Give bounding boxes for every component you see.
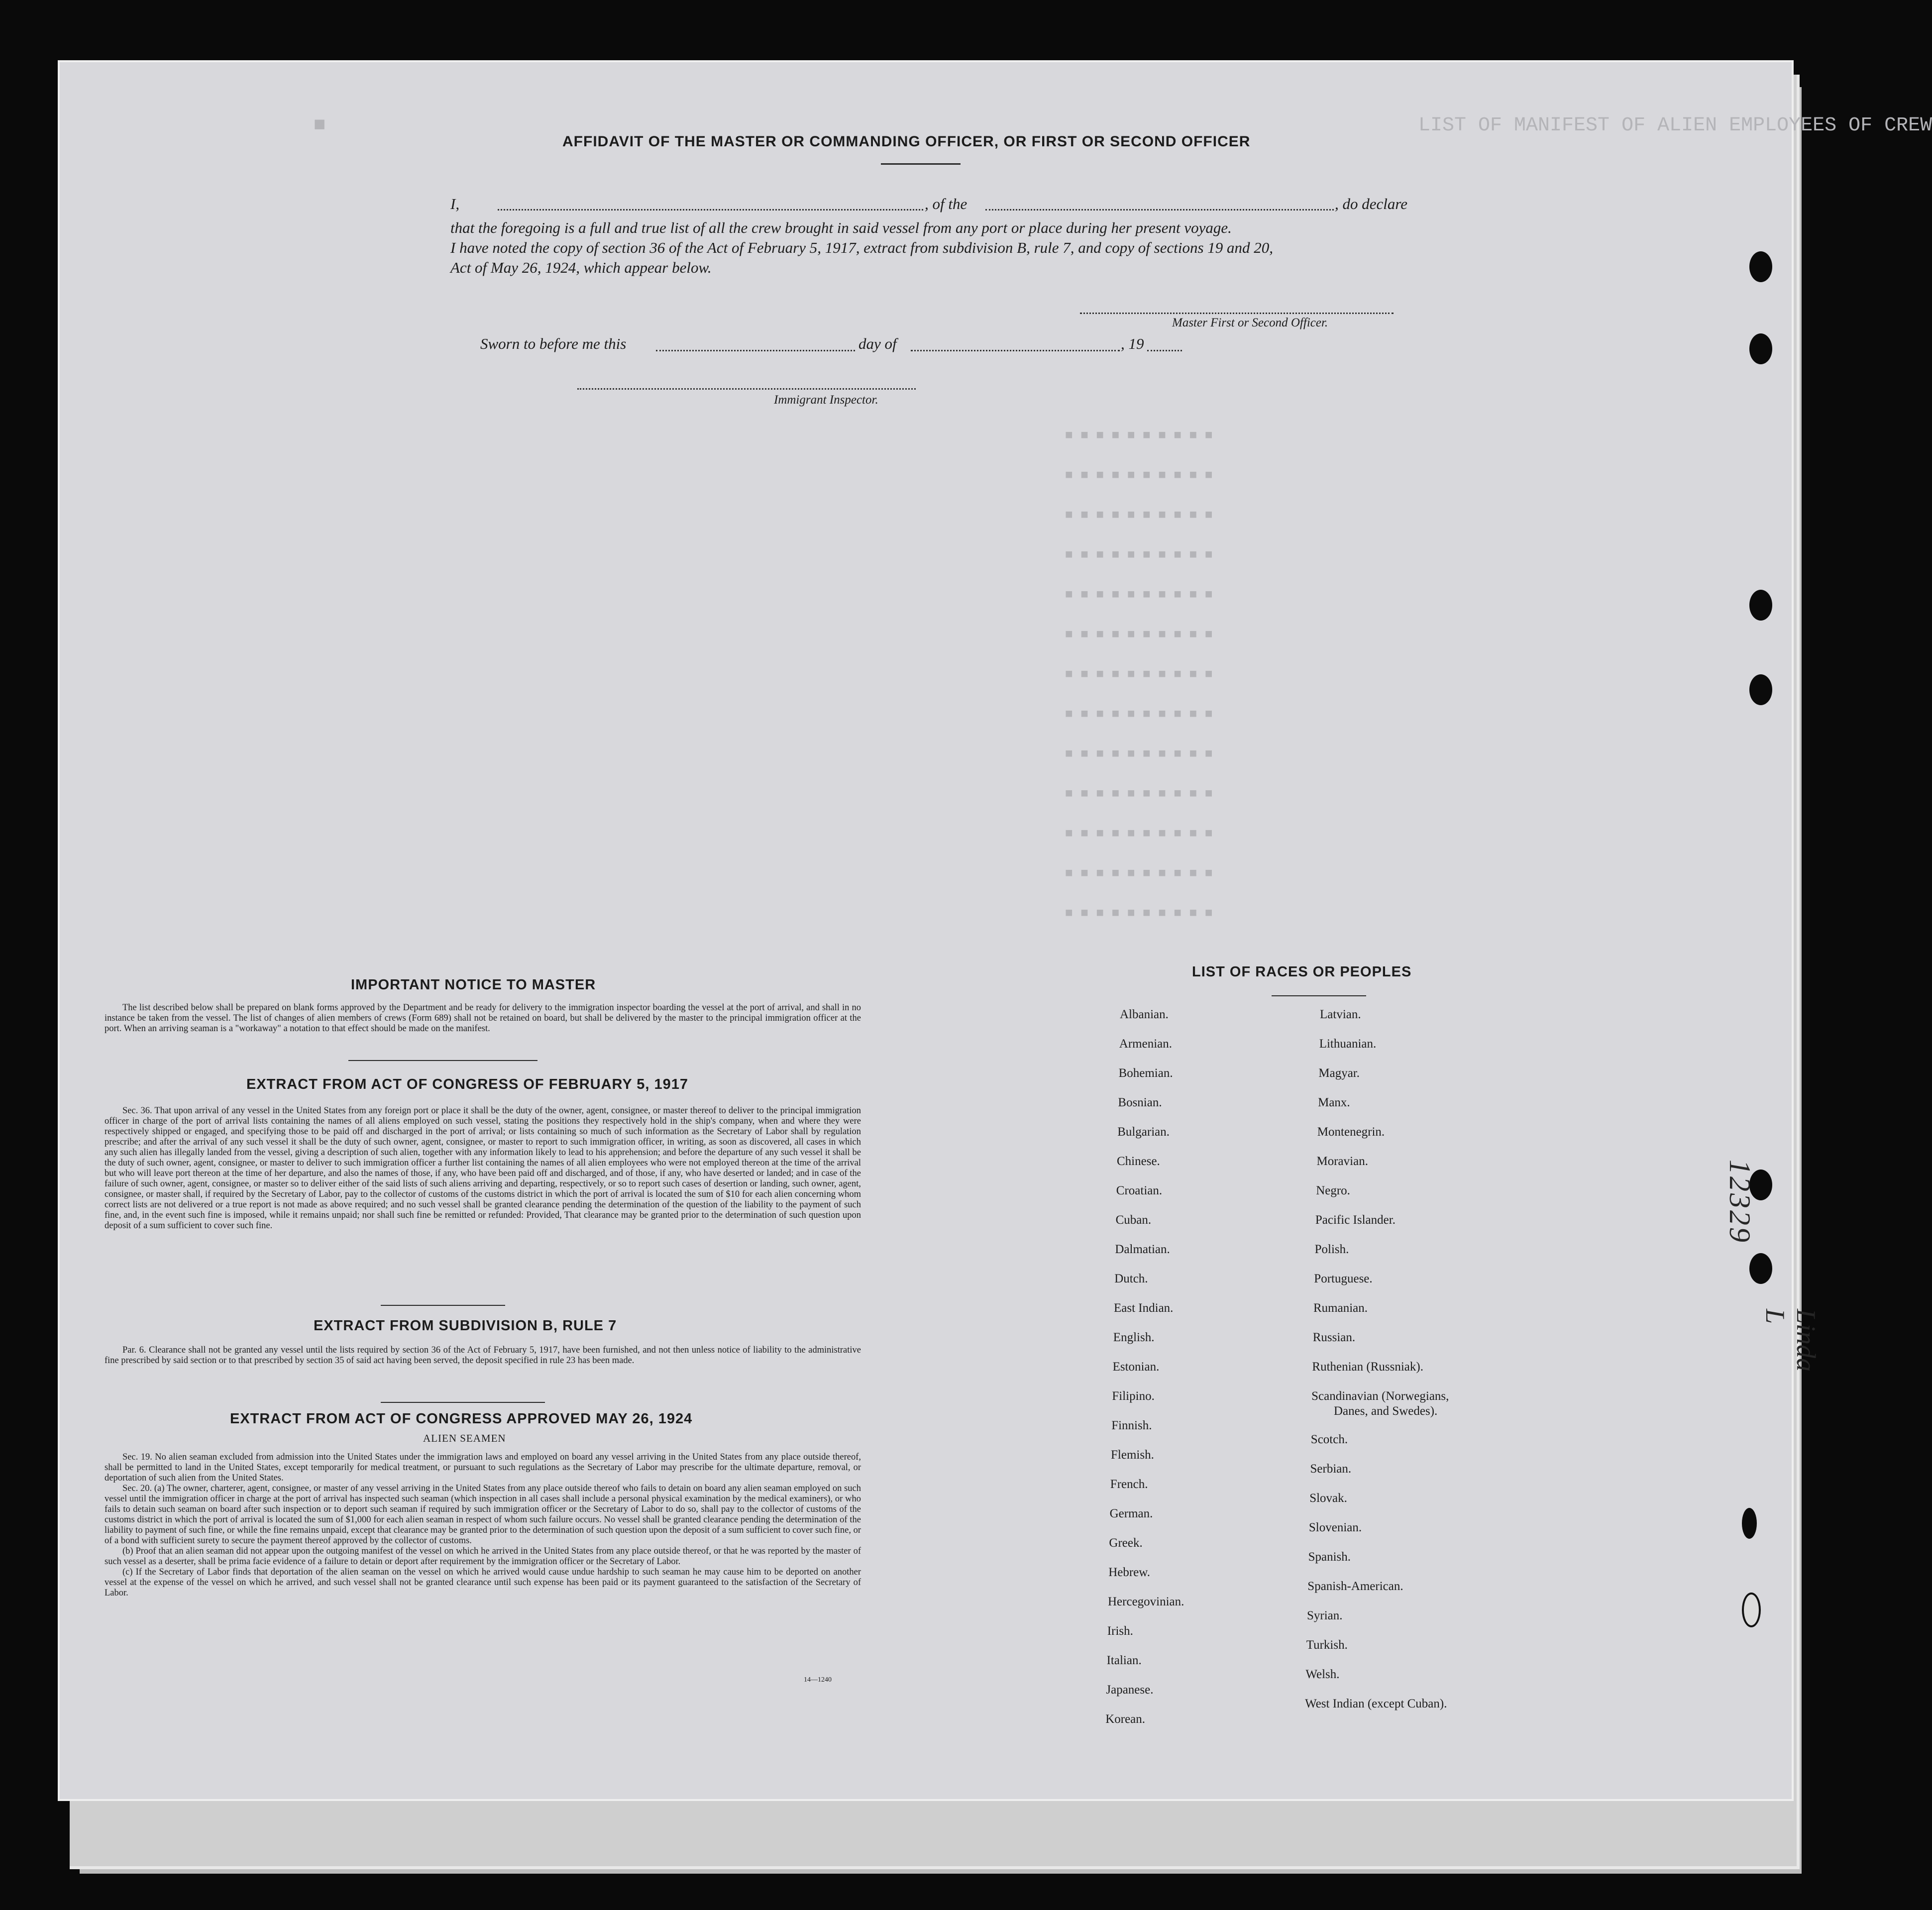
- race-item: German.: [1109, 1507, 1153, 1520]
- binder-hole: [1749, 674, 1772, 705]
- master-name-field[interactable]: [498, 209, 923, 211]
- race-item: Slovak.: [1309, 1491, 1347, 1505]
- act-1924-section-20c: (c) If the Secretary of Labor finds that deportation of the alien seaman on the vessel on which he arrived would cause undue hardship to such seaman he may cause him to be deported on another vessel at the expense of the vessel on which he arrived, and such vessel shall not be granted clearance until such expense has been paid or its payment guaranteed to the satisfaction of the Secretary of Labor.: [105, 1567, 861, 1598]
- act-1924-section-20a: Sec. 20. (a) The owner, charterer, agent, consignee, or master of any vessel arriving in the United States from any place outside thereof who fails to detain on board any alien seaman employed on such vessel until the immigration officer in charge at the port of arrival has inspected such seaman (which inspection in all cases shall include a personal physical examination by the medical examiners), or who fails to detain such seaman on board after such inspection or to deport such seaman if required by such immigration officer or the Secretary of Labor to do so, shall pay to the collector of customs of the customs district in which the port of arrival is located the sum of $1,000 for each alien seaman in respect of whom such failure occurs. No vessel shall be granted clearance pending the determination of the liability to payment of such fine, or while the fine remains unpaid, except that clearance may be granted prior to the determination of such question upon the deposit of a sum sufficient to cover such fine, or of a bond with sufficient surety to secure the payment thereof approved by the collector of customs.: [105, 1484, 861, 1546]
- race-item: Portuguese.: [1314, 1272, 1373, 1285]
- binder-hole: [1749, 251, 1772, 282]
- binder-hole: [1749, 590, 1772, 621]
- race-item: Spanish-American.: [1307, 1580, 1403, 1593]
- race-item: Syrian.: [1307, 1609, 1343, 1622]
- binder-hole: [1749, 333, 1772, 364]
- divider: [381, 1402, 545, 1403]
- race-item: Ruthenian (Russniak).: [1312, 1360, 1423, 1374]
- race-item: Filipino.: [1112, 1389, 1155, 1403]
- race-item: Latvian.: [1320, 1008, 1361, 1021]
- sworn-label: Sworn to before me this: [480, 335, 627, 352]
- vessel-name-field[interactable]: [985, 209, 1334, 211]
- sworn-month-field[interactable]: [911, 350, 1120, 351]
- divider: [881, 163, 961, 165]
- act-1917-title: EXTRACT FROM ACT OF CONGRESS OF FEBRUARY 5, 1917: [246, 1076, 689, 1092]
- day-of-label: day of: [859, 335, 897, 352]
- binder-hole: [1749, 1253, 1772, 1284]
- affidavit-text-line: Act of May 26, 1924, which appear below.: [450, 259, 712, 276]
- handwritten-name: Linda L: [1760, 1309, 1821, 1372]
- race-item: West Indian (except Cuban).: [1305, 1697, 1447, 1710]
- race-item: Turkish.: [1306, 1638, 1348, 1652]
- affidavit-text-line: I have noted the copy of section 36 of the Act of February 5, 1917, extract from subdivision B, rule 7, and copy of sections 19 and 20,: [450, 239, 1274, 256]
- sworn-day-field[interactable]: [656, 350, 855, 351]
- divider: [381, 1305, 505, 1306]
- race-item: Korean.: [1105, 1712, 1146, 1726]
- affidavit-name-label: I,: [450, 195, 460, 212]
- race-item: Lithuanian.: [1319, 1037, 1377, 1051]
- race-item: Polish.: [1314, 1243, 1349, 1256]
- race-item: Rumanian.: [1313, 1301, 1368, 1315]
- handwritten-number: 12329: [1723, 1160, 1756, 1244]
- master-signature-field[interactable]: [1080, 313, 1394, 314]
- race-item: Montenegrin.: [1317, 1125, 1385, 1139]
- race-item: Armenian.: [1119, 1037, 1173, 1051]
- race-item: Negro.: [1316, 1184, 1350, 1197]
- race-item: Russian.: [1312, 1331, 1356, 1344]
- binder-hole: [1742, 1508, 1757, 1539]
- race-item: Dalmatian.: [1115, 1243, 1170, 1256]
- race-item: Hebrew.: [1108, 1566, 1150, 1579]
- race-item: Albanian.: [1120, 1008, 1169, 1021]
- act-1924-subtitle: ALIEN SEAMEN: [423, 1432, 506, 1444]
- race-item: Italian.: [1106, 1654, 1142, 1667]
- race-item: Bosnian.: [1118, 1096, 1162, 1109]
- subdivision-b-text: [105, 1345, 861, 1366]
- binder-hole: [1742, 1592, 1761, 1627]
- race-item: East Indian.: [1114, 1301, 1174, 1315]
- act-1924-title: EXTRACT FROM ACT OF CONGRESS APPROVED MAY 26, 1924: [230, 1411, 693, 1427]
- race-item: Manx.: [1318, 1096, 1350, 1109]
- race-item: Magyar.: [1318, 1066, 1360, 1080]
- affidavit-title: AFFIDAVIT OF THE MASTER OR COMMANDING OFFICER, OR FIRST OR SECOND OFFICER: [562, 133, 1251, 150]
- race-item: Croatian.: [1116, 1184, 1163, 1197]
- race-item: Estonian.: [1112, 1360, 1160, 1374]
- race-item: Serbian.: [1310, 1462, 1352, 1476]
- race-item-continued: Danes, and Swedes).: [1334, 1404, 1438, 1418]
- race-item: Finnish.: [1111, 1419, 1152, 1432]
- race-item: Bulgarian.: [1117, 1125, 1170, 1139]
- notice-paragraph: The list described below shall be prepared on blank forms approved by the Department and be ready for delivery to the immigration inspector boarding the vessel at the port of arrival, and shall in no instance be taken from the vessel. The list of changes of alien members of crews (Form 689) shall not be retained on board, but shall be delivered by the master to the principal immigration officer at the port. When an arriving seaman is a "workaway" a notation to that effect should be made on the manifest.: [105, 1003, 861, 1034]
- race-item: Japanese.: [1106, 1683, 1154, 1697]
- race-item: Bohemian.: [1118, 1066, 1173, 1080]
- race-item: English.: [1113, 1331, 1155, 1344]
- year-label: , 19: [1121, 335, 1144, 352]
- form-number: 14—1240: [804, 1676, 832, 1684]
- notice-text: [105, 1003, 861, 1034]
- race-item: Cuban.: [1115, 1213, 1152, 1227]
- act-1917-text: [105, 1106, 861, 1231]
- affidavit-text-line: that the foregoing is a full and true list of all the crew brought in said vessel from any port or place during her present voyage.: [450, 219, 1232, 236]
- race-item: Pacific Islander.: [1315, 1213, 1395, 1227]
- race-item: Irish.: [1107, 1624, 1133, 1638]
- notice-title: IMPORTANT NOTICE TO MASTER: [351, 977, 596, 993]
- race-item: Moravian.: [1316, 1155, 1368, 1168]
- race-item: Flemish.: [1111, 1448, 1154, 1462]
- race-item: Chinese.: [1117, 1155, 1160, 1168]
- inspector-signature-field[interactable]: [577, 388, 916, 390]
- divider: [348, 1060, 537, 1061]
- race-item: Welsh.: [1305, 1668, 1340, 1681]
- divider: [1272, 995, 1366, 996]
- affidavit-vessel-label: , of the: [925, 195, 967, 212]
- affidavit-declare-label: , do declare: [1335, 195, 1408, 212]
- race-item: Scandinavian (Norwegians,: [1311, 1389, 1449, 1403]
- subdivision-b-title: EXTRACT FROM SUBDIVISION B, RULE 7: [314, 1318, 617, 1334]
- subdivision-b-paragraph: Par. 6. Clearance shall not be granted any vessel until the lists required by section 36 of the Act of February 5, 1917, have been furnished, and not then unless notice of liability to the administrative fine prescribed by said section or to that prescribed by section 35 of said act having been served, the deposit specified in rule 23 has been made.: [105, 1345, 861, 1366]
- act-1924-section-19: Sec. 19. No alien seaman excluded from admission into the United States under the immigration laws and employed on board any vessel arriving in the United States from any place outside thereof, shall be permitted to land in the United States, except temporarily for medical treatment, or pursuant to such regulations as the Secretary of Labor may prescribe for the ultimate departure, removal, or deportation of such alien from the United States.: [105, 1452, 861, 1483]
- race-item: Dutch.: [1114, 1272, 1148, 1285]
- sworn-year-field[interactable]: [1147, 350, 1182, 351]
- race-item: Hercegovinian.: [1108, 1595, 1184, 1608]
- inspector-signature-label: Immigrant Inspector.: [774, 393, 878, 407]
- race-item: Scotch.: [1310, 1433, 1348, 1446]
- race-item: Greek.: [1109, 1536, 1143, 1550]
- act-1917-paragraph: Sec. 36. That upon arrival of any vessel in the United States from any foreign port or place it shall be the duty of the owner, agent, consignee, or master thereof to deliver to the principal immigration officer in charge of the port of arrival lists containing the names of all aliens employed on such vessel, stating the positions they respectively hold in the ship's company, when and where they were respectively shipped or engaged, and specifying those to be paid off and discharged in the port of arrival; or lists containing so much of such information as the Secretary of Labor shall by regulation prescribe; and after the arrival of any such vessel it shall be the duty of such owner, agent, consignee, or master to report to such immigration officer, in writing, as soon as discovered, all cases in which any such alien has illegally landed from the vessel, giving a description of such alien, together with any information likely to lead to his apprehension; and before the departure of any such vessel it shall be the duty of such owner, agent, consignee, or master to deliver to such immigration officer a further list containing the names of all alien employees who were not employed thereon at the time of the arrival but who will leave port thereon at the time of her departure, and also the names of those, if any, who have been paid off and discharged, and of those, if any, who have deserted or landed; and in case of the failure of such owner, agent, consignee, or master so to deliver either of the said lists of such aliens arriving and departing, respectively, or so to report such cases of desertion or landing, such owner, agent, consignee, or master shall, if required by the Secretary of Labor, pay to the collector of customs of the customs district in which the port of arrival is located the sum of $10 for each alien concerning whom correct lists are not delivered or a true report is not made as above required; and no such vessel shall be granted clearance pending the determination of the question of the liability to the payment of such fine, and, in the event such fine is imposed, while it remains unpaid; nor shall such fine be remitted or refunded: Provided, That clearance may be granted prior to the determination of such question upon deposit of a sum sufficient to cover such fine.: [105, 1106, 861, 1231]
- race-item: Spanish.: [1308, 1550, 1351, 1564]
- act-1924-section-20b: (b) Proof that an alien seaman did not appear upon the outgoing manifest of the vessel on which he arrived in the United States from any place outside thereof, or that he was reported by the master of such vessel as a deserter, shall be prima facie evidence of a failure to detain or deport after requirement by the immigration officer or the Secretary of Labor.: [105, 1546, 861, 1567]
- race-item: French.: [1110, 1478, 1148, 1491]
- races-list-title: LIST OF RACES OR PEOPLES: [1192, 964, 1412, 980]
- act-1924-text: [105, 1452, 861, 1598]
- race-item: Slovenian.: [1308, 1521, 1362, 1534]
- master-signature-label: Master First or Second Officer.: [1172, 316, 1328, 329]
